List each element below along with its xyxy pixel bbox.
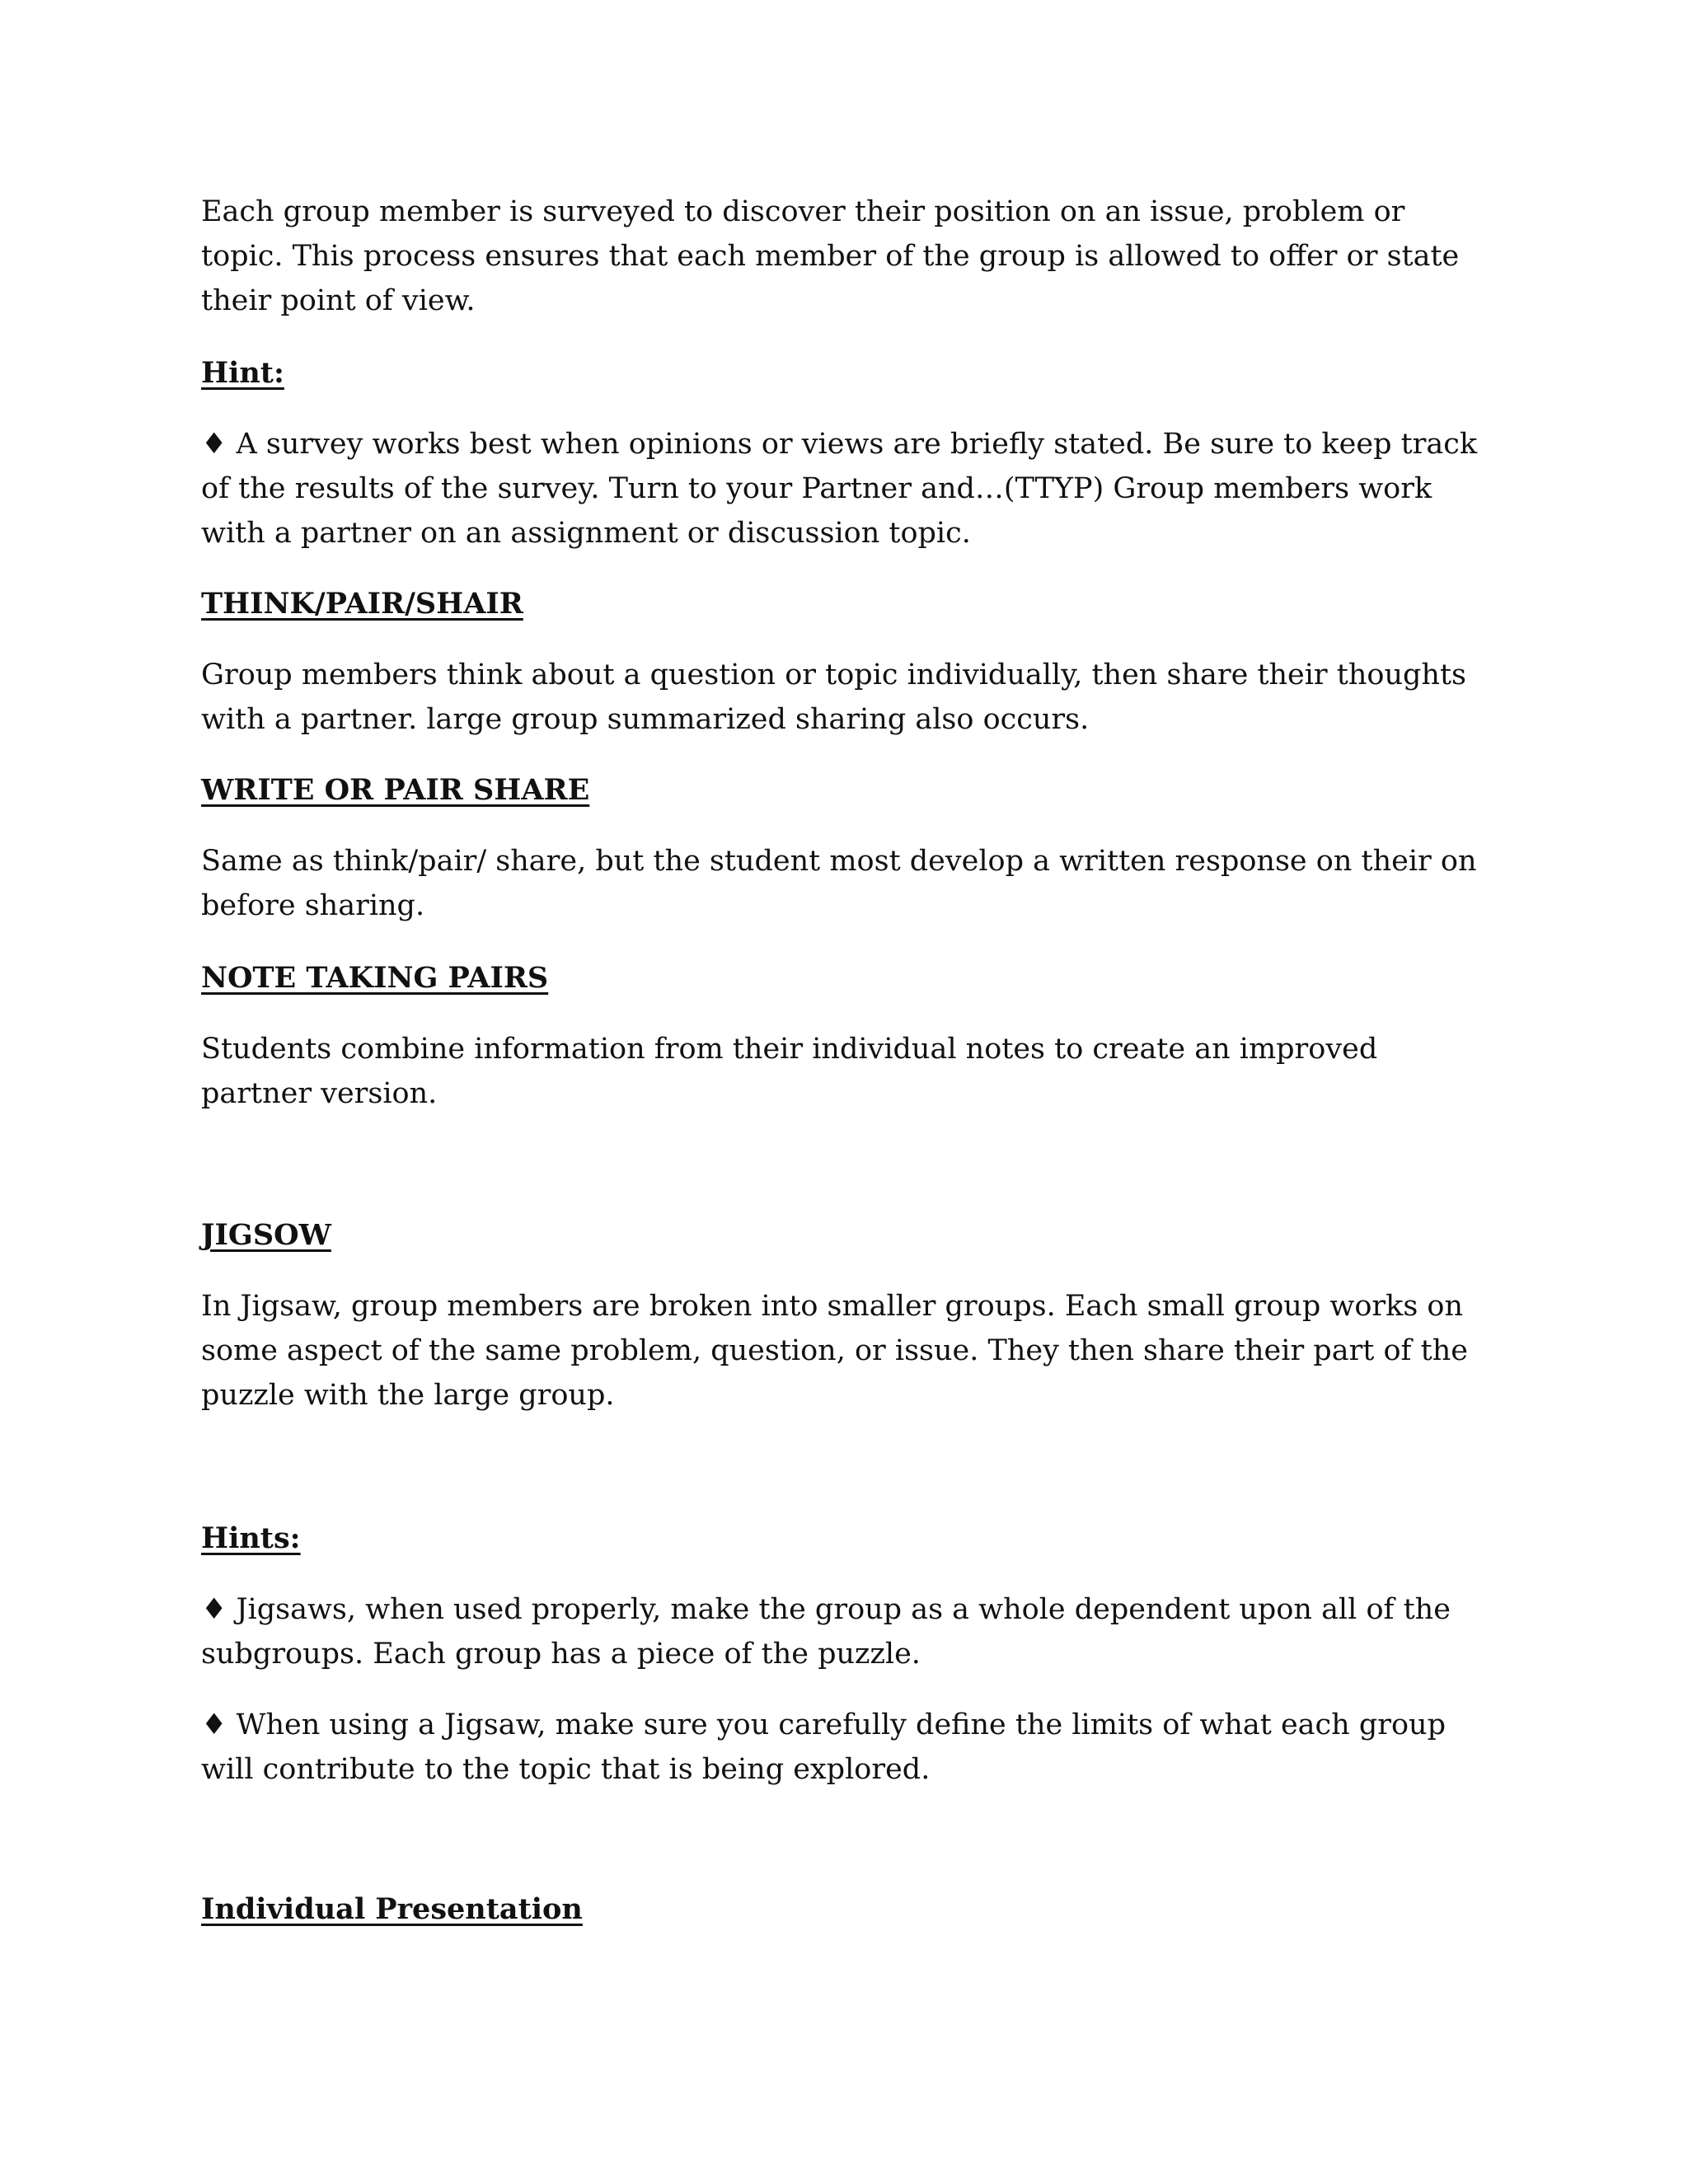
jigsaw-paragraph: In Jigsaw, group members are broken into smaller groups. Each small group works on some aspect of the same problem, question, or issue. They then share their part of the puzzle with the large group. bbox=[201, 1290, 1468, 1412]
hint-paragraph: ♦ A survey works best when opinions or views are briefly stated. Be sure to keep track of the results of the survey. Turn to your Partner and…(TTYP) Group members work with a partner on an assignment or discussion topic. bbox=[201, 428, 1478, 550]
think-pair-share-paragraph: Group members think about a question or topic individually, then share their thoughts with a partner. large group summarized sharing also occurs. bbox=[201, 658, 1466, 736]
hints-heading: Hints: bbox=[201, 1521, 301, 1555]
hint-heading: Hint: bbox=[201, 356, 284, 390]
note-taking-pairs-heading: NOTE TAKING PAIRS bbox=[201, 961, 549, 995]
think-pair-share-heading: THINK/PAIR/SHAIR bbox=[201, 587, 523, 621]
hints-bullet-2: ♦ When using a Jigsaw, make sure you carefully define the limits of what each group will contribute to the topic that is being explored. bbox=[201, 1708, 1446, 1786]
write-pair-share-heading: WRITE OR PAIR SHARE bbox=[201, 773, 590, 807]
intro-paragraph: Each group member is surveyed to discover their position on an issue, problem or topic. This process ensures that each member of the group is allowed to offer or state their point of view. bbox=[201, 195, 1460, 317]
hints-bullet-1: ♦ Jigsaws, when used properly, make the group as a whole dependent upon all of the subgroups. Each group has a piece of the puzzle. bbox=[201, 1593, 1451, 1671]
write-pair-share-paragraph: Same as think/pair/ share, but the student most develop a written response on their on before sharing. bbox=[201, 845, 1477, 922]
jigsaw-heading: JIGSOW bbox=[201, 1218, 331, 1252]
individual-presentation-heading: Individual Presentation bbox=[201, 1892, 583, 1926]
note-taking-pairs-paragraph: Students combine information from their individual notes to create an improved partner version. bbox=[201, 1033, 1378, 1110]
